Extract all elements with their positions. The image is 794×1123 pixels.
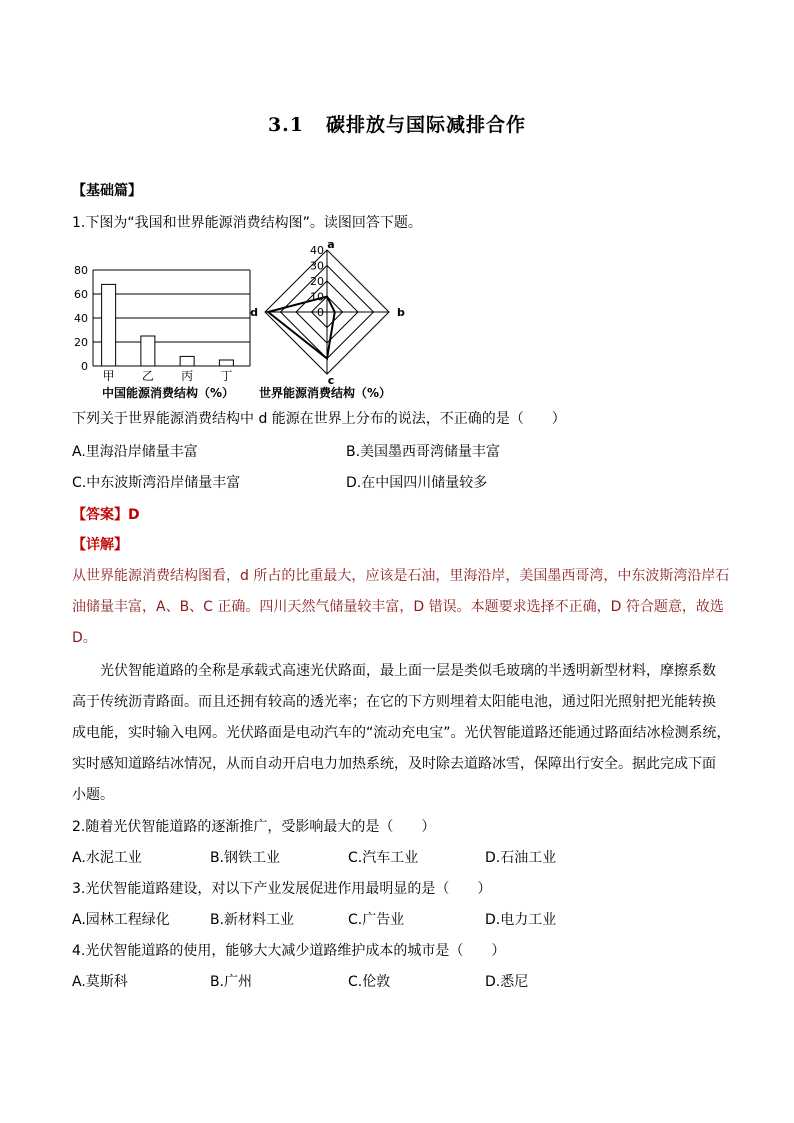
- q2-option-b: B.钢铁工业: [210, 850, 281, 866]
- x-tick-label: 乙: [141, 369, 154, 383]
- q3-option-a: A.园林工程绿化: [72, 912, 170, 928]
- radar-tick-label: 20: [310, 275, 324, 288]
- bar-chart-title: 中国能源消费结构（%）: [101, 386, 235, 400]
- radar-axis-label: a: [327, 238, 335, 251]
- radar-tick-label: 40: [310, 244, 324, 257]
- q2-option-c: C.汽车工业: [348, 850, 419, 866]
- q4-option-c: C.伦敦: [348, 974, 391, 990]
- radar-chart-title: 世界能源消费结构（%）: [258, 386, 392, 400]
- q1-detail-line-2: 油储量丰富，A、B、C 正确。四川天然气储量较丰富，D 错误。本题要求选择不正确，D 符合题意，故选: [72, 599, 724, 615]
- q1-option-b: B.美国墨西哥湾储量丰富: [346, 444, 501, 460]
- q1-detail-label: 【详解】: [72, 537, 128, 553]
- q1-option-d: D.在中国四川储量较多: [346, 475, 488, 491]
- section-label: 【基础篇】: [72, 183, 142, 199]
- x-tick-label: 丙: [181, 369, 194, 383]
- x-tick-label: 丁: [220, 369, 233, 383]
- passage-line-3: 成电能，实时输入电网。光伏路面是电动汽车的“流动充电宝”。光伏智能道路还能通过路面结冰检测系统，: [72, 725, 731, 741]
- x-tick-label: 甲: [102, 369, 115, 383]
- radar-tick-label: 10: [310, 290, 324, 304]
- q3-option-d: D.电力工业: [485, 912, 557, 928]
- y-tick-label: 40: [74, 312, 88, 325]
- q1-detail-line-1: 从世界能源消费结构图看，d 所占的比重最大，应该是石油，里海沿岸，美国墨西哥湾，中东波斯湾沿岸石: [72, 568, 730, 584]
- q3-stem: 3.光伏智能道路建设，对以下产业发展促进作用最明显的是（ ）: [72, 881, 492, 897]
- q4-option-a: A.莫斯科: [72, 974, 128, 990]
- china-energy-bar-chart: [68, 240, 268, 405]
- passage-line-4: 实时感知道路结冰情况，从而自动开启电力加热系统，及时除去道路冰雪，保障出行安全。据此完成下面: [72, 756, 716, 772]
- page-title: [0, 110, 794, 137]
- y-tick-label: 0: [81, 360, 88, 373]
- q4-option-b: B.广州: [210, 974, 253, 990]
- radar-axis-label: b: [397, 306, 405, 319]
- bar: [219, 360, 233, 366]
- y-tick-label: 20: [74, 336, 88, 349]
- passage-line-1: 光伏智能道路的全称是承载式高速光伏路面，最上面一层是类似毛玻璃的半透明新型材料，摩擦系数: [100, 663, 716, 679]
- q2-option-a: A.水泥工业: [72, 850, 142, 866]
- passage-line-5: 小题。: [72, 787, 114, 803]
- bar: [141, 336, 155, 366]
- q4-stem: 4.光伏智能道路的使用，能够大大减少道路维护成本的城市是（ ）: [72, 943, 506, 959]
- radar-data-polygon: [268, 297, 335, 359]
- bar: [102, 284, 116, 366]
- title-number: 3.1: [267, 114, 305, 136]
- bar: [180, 356, 194, 366]
- radar-axis-label: d: [250, 306, 258, 319]
- q3-option-b: B.新材料工业: [210, 912, 295, 928]
- q4-option-d: D.悉尼: [485, 974, 529, 990]
- radar-tick-label: 30: [310, 259, 324, 273]
- q1-option-c: C.中东波斯湾沿岸储量丰富: [72, 475, 241, 491]
- title-text: 碳排放与国际减排合作: [326, 114, 527, 136]
- y-tick-label: 80: [74, 264, 88, 277]
- passage-line-2: 高于传统沥青路面。而且还拥有较高的透光率；在它的下方则埋着太阳能电池，通过阳光照射把光能转换: [72, 694, 716, 710]
- q1-detail-line-3: D。: [72, 630, 97, 646]
- q1-question: 下列关于世界能源消费结构中 d 能源在世界上分布的说法，不正确的是（ ）: [72, 411, 566, 427]
- q1-option-a: A.里海沿岸储量丰富: [72, 444, 198, 460]
- q2-stem: 2.随着光伏智能道路的逐渐推广，受影响最大的是（ ）: [72, 819, 436, 835]
- q1-answer: 【答案】D: [72, 507, 140, 523]
- world-energy-radar-chart: [250, 234, 415, 404]
- q3-option-c: C.广告业: [348, 912, 405, 928]
- y-tick-label: 60: [74, 288, 88, 301]
- q1-stem: 1.下图为“我国和世界能源消费结构图”。读图回答下题。: [72, 215, 422, 231]
- radar-tick-label: 0: [317, 306, 324, 319]
- radar-axis-label: c: [327, 374, 335, 387]
- q2-option-d: D.石油工业: [485, 850, 557, 866]
